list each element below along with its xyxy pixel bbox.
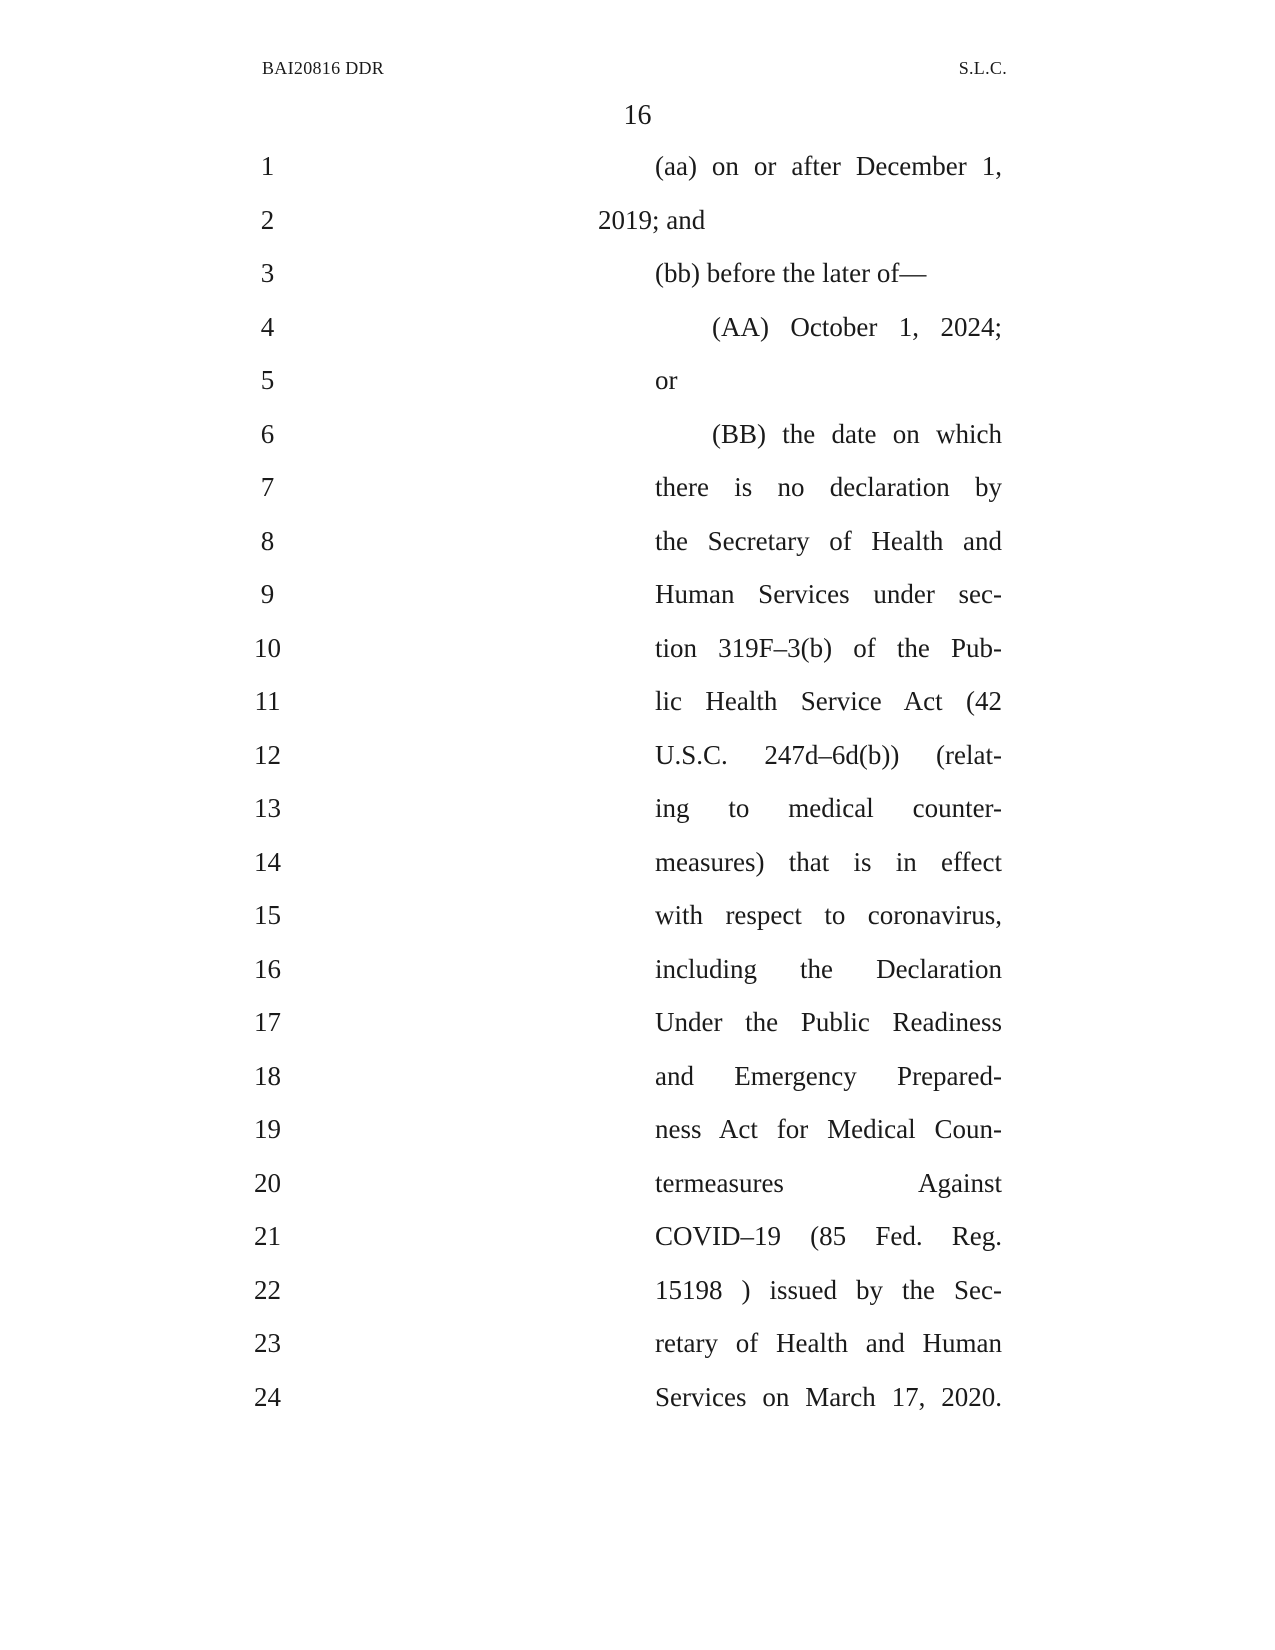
line-text: Services on March 17, 2020. — [655, 1381, 1002, 1412]
line-number: 14 — [254, 846, 281, 877]
line-text: (AA) October 1, 2024; — [712, 311, 1002, 342]
line-number: 15 — [254, 900, 281, 930]
line-number: 20 — [254, 1167, 281, 1198]
text-line — [0, 307, 1275, 347]
line-text: Human Services under sec- — [655, 579, 1002, 609]
text-line — [0, 360, 1275, 400]
line-number: 16 — [254, 953, 281, 984]
line-text: 2019; and — [598, 204, 706, 235]
line-text: with respect to coronavirus, — [655, 900, 1002, 930]
text-line — [0, 1323, 1275, 1363]
slc-mark: S.L.C. — [958, 58, 1007, 78]
line-number: 9 — [260, 579, 275, 609]
text-line — [0, 735, 1275, 775]
line-text: measures) that is in effect — [655, 846, 1002, 877]
line-text: tion 319F–3(b) of the Pub- — [655, 632, 1002, 663]
line-text: there is no declaration by — [655, 472, 1002, 502]
line-number: 4 — [260, 311, 275, 342]
line-number: 12 — [254, 739, 281, 770]
text-line — [0, 628, 1275, 668]
line-text: lic Health Service Act (42 — [655, 686, 1002, 716]
line-text: retary of Health and Human — [655, 1328, 1002, 1358]
line-number: 22 — [254, 1274, 281, 1305]
text-line — [0, 467, 1275, 507]
line-text: 15198 ) issued by the Sec- — [655, 1274, 1002, 1305]
line-text: and Emergency Prepared- — [655, 1060, 1002, 1091]
text-line — [0, 521, 1275, 561]
line-text: including the Declaration — [655, 953, 1002, 984]
line-number: 7 — [260, 472, 275, 502]
text-line — [0, 414, 1275, 454]
line-number: 2 — [260, 204, 275, 235]
line-number: 17 — [254, 1007, 281, 1037]
line-number: 23 — [254, 1328, 281, 1358]
text-line — [0, 1109, 1275, 1149]
line-number: 10 — [254, 632, 281, 663]
line-text: (BB) the date on which — [712, 418, 1002, 449]
line-text: ing to medical counter- — [655, 793, 1002, 823]
line-number: 13 — [254, 793, 281, 823]
text-line — [0, 949, 1275, 989]
line-number: 19 — [254, 1114, 281, 1144]
text-line — [0, 895, 1275, 935]
line-text: termeasures Against — [655, 1167, 1002, 1198]
line-text: the Secretary of Health and — [655, 525, 1002, 556]
text-line — [0, 1002, 1275, 1042]
line-number: 6 — [260, 418, 275, 449]
document-id: BAI20816 DDR — [262, 58, 385, 78]
text-line — [0, 253, 1275, 293]
line-text: (aa) on or after December 1, — [655, 151, 1002, 181]
line-text: COVID–19 (85 Fed. Reg. — [655, 1221, 1002, 1251]
line-text: (bb) before the later of— — [655, 258, 927, 288]
line-number: 21 — [254, 1221, 281, 1251]
page-number: 16 — [623, 100, 652, 131]
text-line — [0, 681, 1275, 721]
text-line — [0, 1377, 1275, 1417]
line-number: 5 — [260, 365, 275, 395]
text-line — [0, 200, 1275, 240]
line-text: U.S.C. 247d–6d(b)) (relat- — [655, 739, 1002, 770]
line-number: 11 — [254, 686, 281, 716]
text-line — [0, 574, 1275, 614]
text-line — [0, 842, 1275, 882]
line-number: 1 — [260, 151, 275, 181]
text-line — [0, 1163, 1275, 1203]
line-number: 8 — [260, 525, 275, 556]
text-line — [0, 1216, 1275, 1256]
text-line — [0, 1270, 1275, 1310]
line-text: ness Act for Medical Coun- — [655, 1114, 1002, 1144]
line-number: 24 — [254, 1381, 281, 1412]
line-text: Under the Public Readiness — [655, 1007, 1002, 1037]
text-line — [0, 146, 1275, 186]
line-text: or — [655, 365, 678, 395]
text-line — [0, 1056, 1275, 1096]
text-line — [0, 788, 1275, 828]
line-number: 3 — [260, 258, 275, 288]
line-number: 18 — [254, 1060, 281, 1091]
